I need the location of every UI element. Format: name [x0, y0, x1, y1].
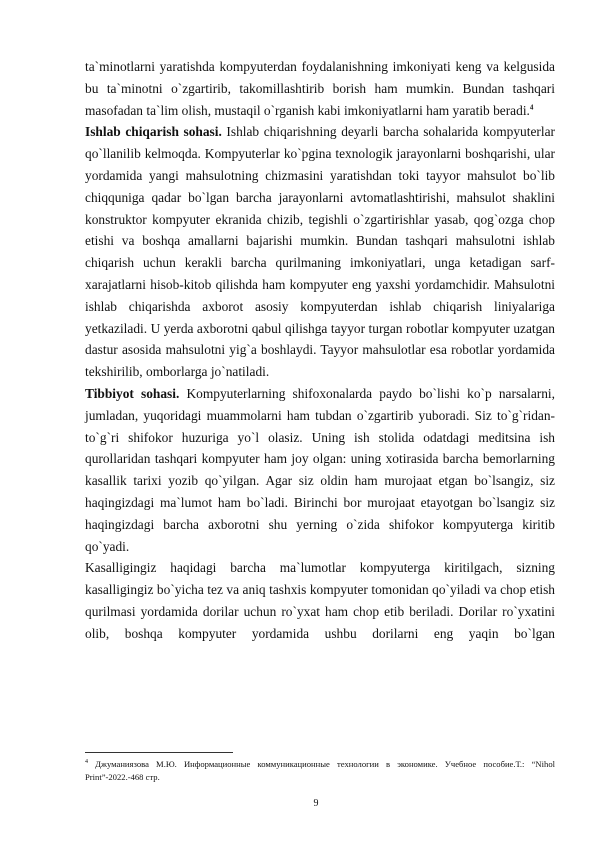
paragraph-diagnosis-text: Kasalligingiz haqidagi barcha ma`lumotlar kompyuterga kiritilgach, sizning kasalligingiz bo`yicha tez va aniq tashxis kompyuter tomonidan qo`yiladi va chop etish qurilmasi yordamida dorilar uchun ro`yxat ham chop etib beriladi. Dorilar ro`yxatini olib, boshqa kompyuter yordamida ushbu dorilarni eng yaqin bo`lgan: [85, 560, 555, 641]
paragraph-production: [85, 121, 555, 383]
footnote: [85, 758, 555, 784]
footnote-marker: 4: [85, 759, 88, 766]
paragraph-medicine-text: Kompyuterlarning shifoxonalarda paydo bo`lishi ko`p narsalarni, jumladan, yuqoridagi muammolarni ham tubdan o`zgartirib yuboradi. Siz to`g`ridan-to`g`ri shifokor huzuriga yo`l olasiz. Uning ish stolida odatdagi meditsina ish qurollaridan tashqari kompyuter ham joy olgan: uning xotirasida barcha bemorlarning kasallik tarixi yozib qo`yilgan. Agar siz oldin ham murojaat etgan bo`lsangiz, siz haqingizdagi ma`lumot ham bo`ladi. Birinchi bor murojaat etayotgan bo`lsangiz siz haqingizdagi barcha axborotni shu yerning o`zida shifokor kompyuterga kiritib qo`yadi.: [85, 385, 555, 554]
paragraph-medicine: [85, 383, 555, 557]
footnote-reference: 4: [529, 103, 534, 112]
paragraph-production-text: Ishlab chiqarishning deyarli barcha sohalarida kompyuterlar qo`llanilib kelmoqda. Kompyuterlar ko`pgina texnologik jarayonlarni boshqarishi, ular yordamida yangi mahsulotning chizmasini yaratishdan toki tayyor mahsulot bo`lib chiqquniga qadar bo`lgan barcha jarayonlarni avtomatlashtirishi, mahsulot shaklini konstruktor kompyuter ekranida chizib, tegishli o`zgartirishlar yasab, qog`ozga chop etishi va boshqa amallarni bajarishi mumkin. Bundan tashqari mahsulotni ishlab chiqarish uchun kerakli barcha qurilmaning imkoniyatlari, unga ketadigan sarf-xarajatlarni hisob-kitob qilishda ham kompyuter eng yaxshi yordamchidir. Mahsulotni ishlab chiqarishda axborot asosiy kompyuterdan ishlab chiqarish liniyalariga yetkaziladi. U yerda axborotni qabul qilishga tayyor turgan robotlar kompyuter uzatgan dastur asosida mahsulotni yig`a boshlaydi. Tayyor mahsulotlar esa robotlar yordamida tekshirilib, omborlarga jo`natiladi.: [85, 124, 555, 380]
footnote-text: Джуманиязова М.Ю. Информационные коммуникационные технологии в экономике. Учебное пособие.Т.: “Nihol Print”-2022.-468 стр.: [85, 759, 555, 782]
footnote-divider: [85, 752, 233, 753]
paragraph-intro-text: ta`minotlarni yaratishda kompyuterdan foydalanishning imkoniyati keng va kelgusida bu ta`minotni o`zgartirib, takomillashtirib borish ham mumkin. Bundan tashqari masofadan ta`lim olish, mustaqil o`rganish kabi imkoniyatlarni ham yaratib beradi.: [85, 59, 555, 118]
paragraph-diagnosis: [85, 557, 555, 644]
section-heading-production: Ishlab chiqarish sohasi.: [85, 124, 222, 140]
paragraph-intro: [85, 56, 555, 121]
section-heading-medicine: Tibbiyot sohasi.: [85, 385, 180, 401]
document-body: [85, 56, 555, 645]
page-number: 9: [313, 798, 319, 809]
